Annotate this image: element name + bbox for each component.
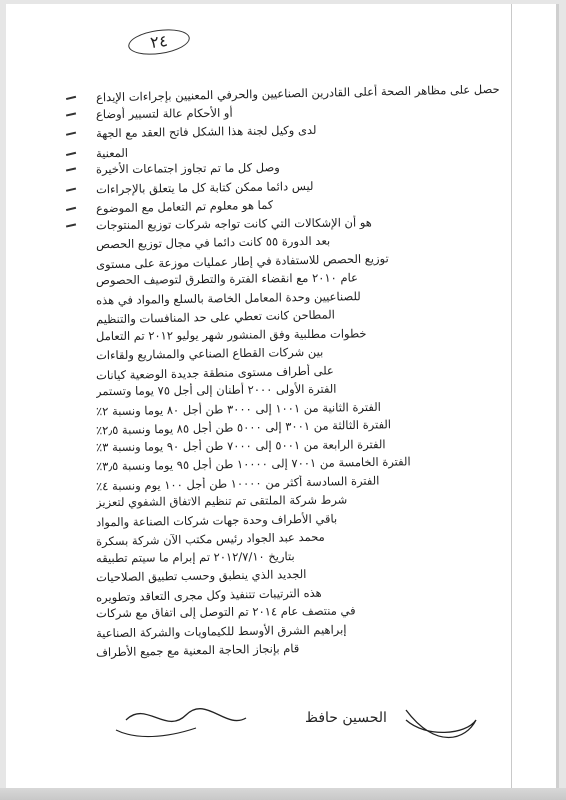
bullet-dash [66, 132, 76, 136]
text-line-content: على أطراف مستوى منطقة جديدة الوضعية كيانات [95, 363, 334, 383]
document-page [6, 4, 559, 788]
text-line-content: لدى وكيل لجنة هذا الشكل فاتح العقد مع الجهة [95, 123, 317, 141]
text-line-content: هذه الترتيبات تتنفيذ وكل مجرى التعاقد وتطويره [95, 585, 322, 605]
bullet-dash [66, 167, 76, 171]
text-line-content: عام ٢٠١٠ مع انقضاء الفترة والتطرق لتوصيف الحصوص [95, 270, 359, 288]
page-number: ٢٤ [127, 26, 192, 58]
signature-name: الحسين حافظ [305, 710, 387, 726]
bullet-dash [66, 187, 76, 191]
bullet-dash [66, 96, 76, 100]
text-line-content: في منتصف عام ٢٠١٤ تم التوصل إلى اتفاق مع شركات [95, 603, 356, 621]
text-line-content: الفترة الثانية من ١٠٠١ إلى ٣٠٠٠ طن أجل ٨٠ يوما ونسبة ٢٪ [95, 399, 381, 419]
text-line-content: الفترة الخامسة من ٧٠٠١ إلى ١٠٠٠٠ طن أجل ٩٥ يوما ونسبة ٣٫٥٪ [95, 454, 411, 474]
text-line-content: المطاحن كانت تعطي على حد المنافسات والتنظيم [95, 307, 336, 327]
text-line-content: الجديد الذي ينطبق وحسب تطبيق الصلاحيات [95, 567, 307, 585]
text-line-content: باقي الأطراف وحدة جهات شركات الصناعة والمواد [95, 511, 338, 530]
text-line-content: هو أن الإشكالات التي كانت تواجه شركات توزيع المنتوجات [95, 215, 372, 232]
text-line-content: بتاريخ ٢٠١٢/٧/١٠ تم إبرام ما سيتم تطبيقه [95, 548, 295, 565]
text-line-content: خطوات مطلبية وفق المنشور شهر يوليو ٢٠١٢ تم التعامل [95, 326, 367, 343]
bullet-dash [66, 112, 76, 116]
bullet-dash [66, 207, 76, 211]
text-line-content: الفترة الثالثة من ٣٠٠١ إلى ٥٠٠٠ طن أجل ٨٥ يوما ونسبة ٢٫٥٪ [95, 417, 392, 438]
text-line-content: حصل على مظاهر الصحة أعلى القادرين الصناعيين والحرفي المعنيين بإجراءات الإيداع [95, 82, 500, 105]
text-line-content: ليس دائما ممكن كتابة كل ما يتعلق بالإجراءات [95, 178, 314, 197]
text-line-content: بين شركات القطاع الصناعي والمشاريع ولقاءات [95, 344, 324, 363]
signature-area [106, 690, 486, 750]
bullet-dash [66, 223, 76, 227]
text-line-content: كما هو معلوم تم التعامل مع الموضوع [95, 197, 274, 216]
text-line-content: الفترة الرابعة من ٥٠٠١ إلى ٧٠٠٠ طن أجل ٩٠ يوما ونسبة ٣٪ [95, 436, 386, 454]
text-line-content: محمد عبد الجواد رئيس مكتب الآن شركة بسكرة [95, 529, 325, 549]
text-line-content: للصناعيين وحدة المعامل الخاصة بالسلع والمواد في هذه [95, 288, 361, 308]
text-line-content: الفترة السادسة أكثر من ١٠٠٠٠ طن أجل ١٠٠ يوم ونسبة ٤٪ [95, 473, 380, 494]
text-line-content: أو الأحكام عالة لتسيير أوضاع [95, 105, 233, 121]
page-shadow [0, 788, 566, 800]
bullet-dash [66, 151, 76, 155]
text-line-content: الفترة الأولى ٢٠٠٠ أطنان إلى أجل ٧٥ يوما وتستمر [95, 381, 337, 399]
handwritten-text-block [96, 84, 516, 724]
text-line-content: بعد الدورة ٥٥ كانت دائما في مجال توزيع الحصص [95, 233, 331, 252]
text-line-content: قام بإنجاز الحاجة المعنية مع جميع الأطراف [95, 641, 300, 660]
text-line-content: المعنية [95, 145, 129, 161]
text-line-content: وصل كل ما تم تجاوز اجتماعات الأخيرة [95, 160, 280, 177]
text-line-content: توزيع الحصص للاستفادة في إطار عمليات موزعة على مستوى [95, 251, 389, 272]
text-line-content: شرط شركة الملتقى تم تنظيم الاتفاق الشفوي لتعزيز [95, 492, 348, 510]
text-line-content: إبراهيم الشرق الأوسط للكيماويات والشركة الصناعية [95, 622, 347, 641]
